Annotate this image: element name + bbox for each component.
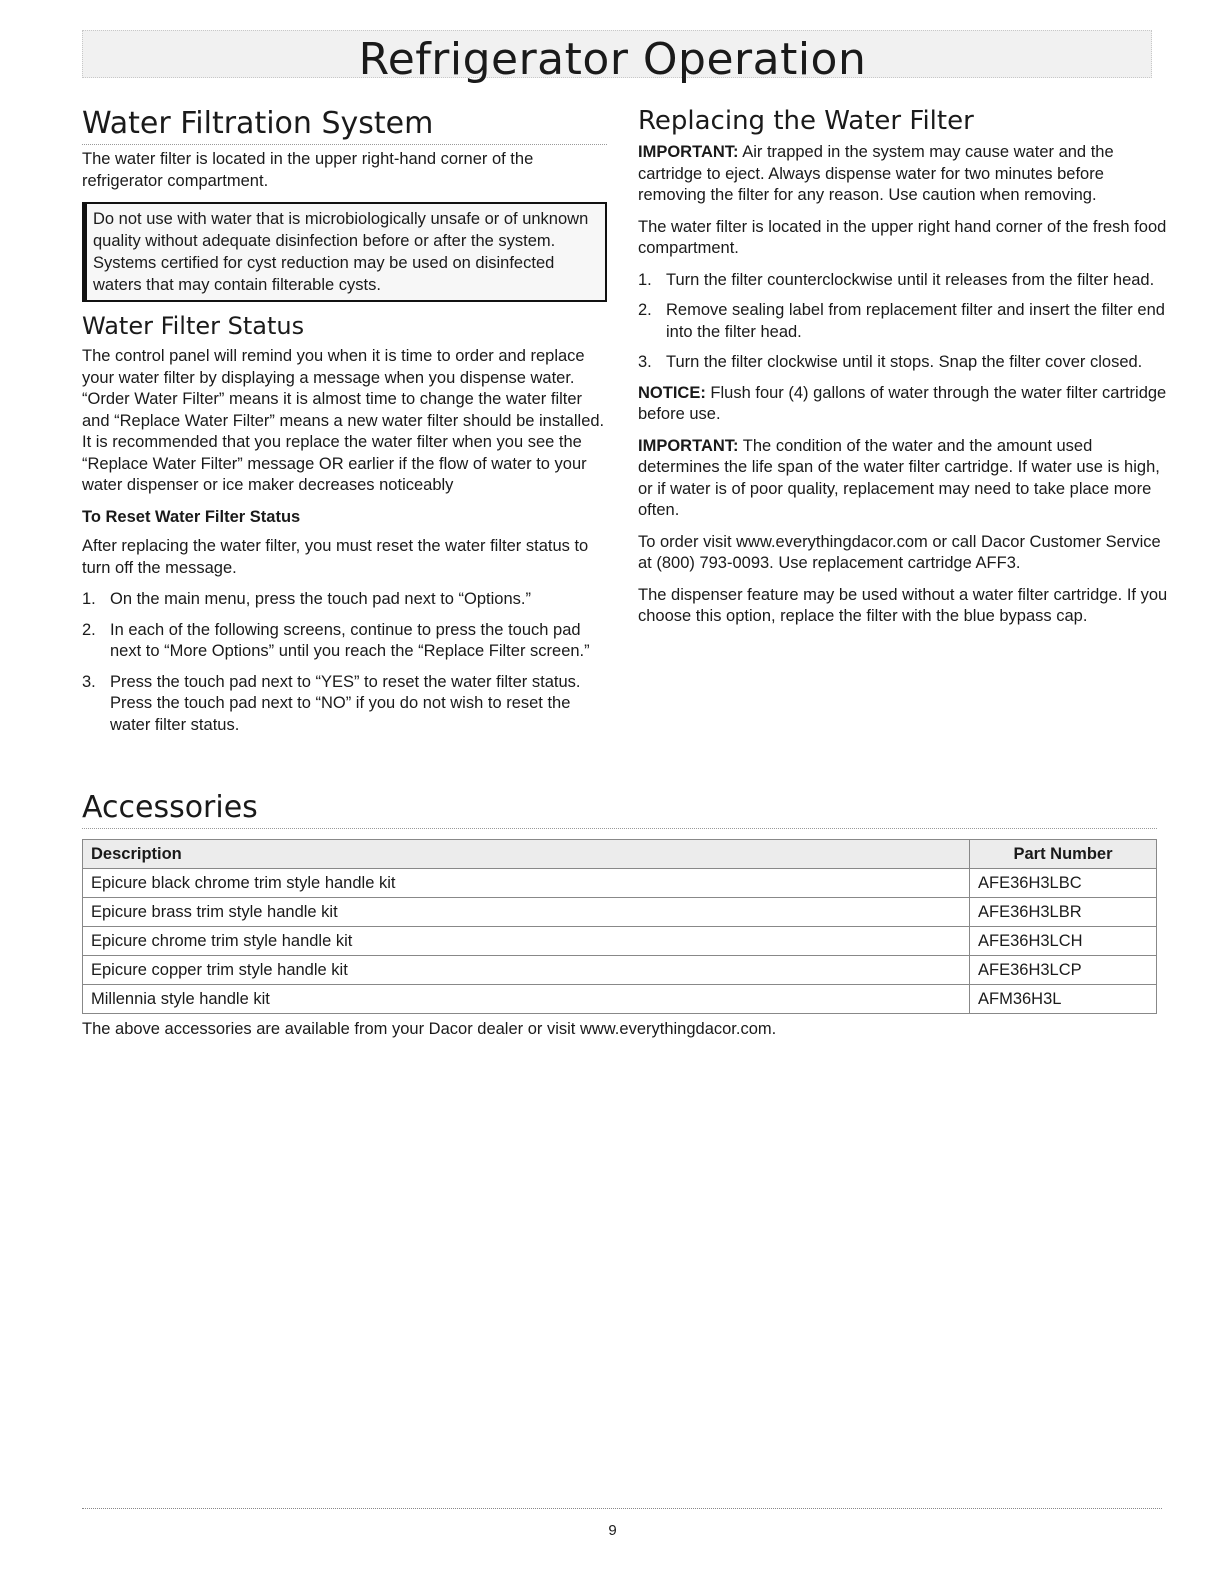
step-text: On the main menu, press the touch pad next to “Options.” [110, 590, 531, 608]
accessories-heading: Accessories [82, 788, 1157, 829]
important-label: IMPORTANT: [638, 436, 739, 455]
important-paragraph-1 [638, 142, 1168, 207]
filter-location-text: The water filter is located in the upper right hand corner of the fresh food compartment. [638, 217, 1167, 257]
table-row [83, 985, 1157, 1014]
important-label: IMPORTANT: [638, 143, 739, 161]
list-item [82, 672, 607, 737]
cell-description: Epicure chrome trim style handle kit [83, 927, 970, 956]
reset-steps [82, 589, 607, 736]
cell-description: Millennia style handle kit [83, 985, 970, 1014]
notice-label: NOTICE: [638, 383, 706, 402]
list-item [638, 300, 1168, 343]
cell-part-number: AFE36H3LBC [970, 869, 1157, 898]
list-item [638, 352, 1168, 374]
footer-divider [82, 1508, 1162, 1509]
filtration-intro: The water filter is located in the upper right-hand corner of the refrigerator compartment. [82, 150, 534, 190]
replacing-filter-heading: Replacing the Water Filter [638, 106, 974, 136]
list-item [82, 620, 607, 663]
water-filtration-heading: Water Filtration System [82, 104, 607, 145]
step-text: Remove sealing label from replacement filter and insert the filter end into the filter head. [666, 301, 1165, 341]
table-row [83, 956, 1157, 985]
step-number: 2. [82, 620, 96, 639]
list-item [82, 589, 607, 611]
step-number: 2. [638, 301, 652, 319]
accessories-note: The above accessories are available from your Dacor dealer or visit www.everythingdacor.com. [82, 1020, 777, 1038]
warning-box: Do not use with water that is microbiologically unsafe or of unknown quality without adequate disinfection before or after the system. Systems certified for cyst reduction may be used on disinfected waters that may contain filterable cysts. [82, 202, 607, 302]
filter-status-heading: Water Filter Status [82, 312, 305, 340]
cell-part-number: AFM36H3L [970, 985, 1157, 1014]
reset-subheading: To Reset Water Filter Status [82, 507, 301, 526]
important-text: Air trapped in the system may cause water and the cartridge to eject. Always dispense water for two minutes before removing the filter for any reason. Use caution when removing. [638, 143, 1114, 204]
step-text: Turn the filter clockwise until it stops. Snap the filter cover closed. [666, 353, 1143, 371]
table-row [83, 869, 1157, 898]
cell-part-number: AFE36H3LCH [970, 927, 1157, 956]
step-number: 1. [638, 270, 652, 289]
reset-intro: After replacing the water filter, you must reset the water filter status to turn off the message. [82, 537, 589, 577]
right-column [638, 104, 1168, 638]
step-text: Turn the filter counterclockwise until it releases from the filter head. [666, 270, 1155, 289]
left-column [82, 104, 607, 745]
dispenser-text: The dispenser feature may be used without a water filter cartridge. If you choose this option, replace the filter with the blue bypass cap. [638, 585, 1168, 625]
order-text: To order visit www.everythingdacor.com or call Dacor Customer Service at (800) 793-0093. Use replacement cartridge AFF3. [638, 532, 1161, 572]
notice-text: Flush four (4) gallons of water through the water filter cartridge before use. [638, 383, 1167, 423]
important-text: The condition of the water and the amount used determines the life span of the water filter cartridge. If water use is high, or if water is of poor quality, replacement may need to take place more often. [638, 436, 1160, 519]
cell-description: Epicure brass trim style handle kit [83, 898, 970, 927]
table-row [83, 898, 1157, 927]
notice-paragraph [638, 383, 1168, 426]
replace-steps [638, 270, 1168, 374]
filter-status-text: The control panel will remind you when it is time to order and replace your water filter by displaying a message when you dispense water. “Order Water Filter” means it is almost time to change the water filter and “Replace Water Filter” means a new water filter should be installed. It is recommended that you replace the water filter when you see the “Replace Water Filter” message OR earlier if the flow of water to your water dispenser or ice maker decreases noticeably [82, 347, 605, 494]
page-number: 9 [608, 1522, 617, 1539]
accessories-table [82, 839, 1157, 1014]
list-item [638, 270, 1168, 292]
important-paragraph-2 [638, 436, 1168, 522]
step-text: In each of the following screens, continue to press the touch pad next to “More Options” until you reach the “Replace Filter screen.” [110, 620, 590, 660]
step-number: 1. [82, 590, 96, 608]
page-title: Refrigerator Operation [358, 34, 867, 85]
step-number: 3. [638, 353, 652, 371]
cell-description: Epicure black chrome trim style handle kit [83, 869, 970, 898]
step-text: Press the touch pad next to “YES” to reset the water filter status. Press the touch pad next to “NO” if you do not wish to reset the water filter status. [110, 672, 581, 734]
step-number: 3. [82, 672, 96, 691]
table-row [83, 927, 1157, 956]
column-header-description: Description [83, 840, 970, 869]
column-header-part-number: Part Number [970, 840, 1157, 869]
table-header-row [83, 840, 1157, 869]
accessories-section [82, 788, 1157, 1039]
cell-description: Epicure copper trim style handle kit [83, 956, 970, 985]
cell-part-number: AFE36H3LBR [970, 898, 1157, 927]
cell-part-number: AFE36H3LCP [970, 956, 1157, 985]
